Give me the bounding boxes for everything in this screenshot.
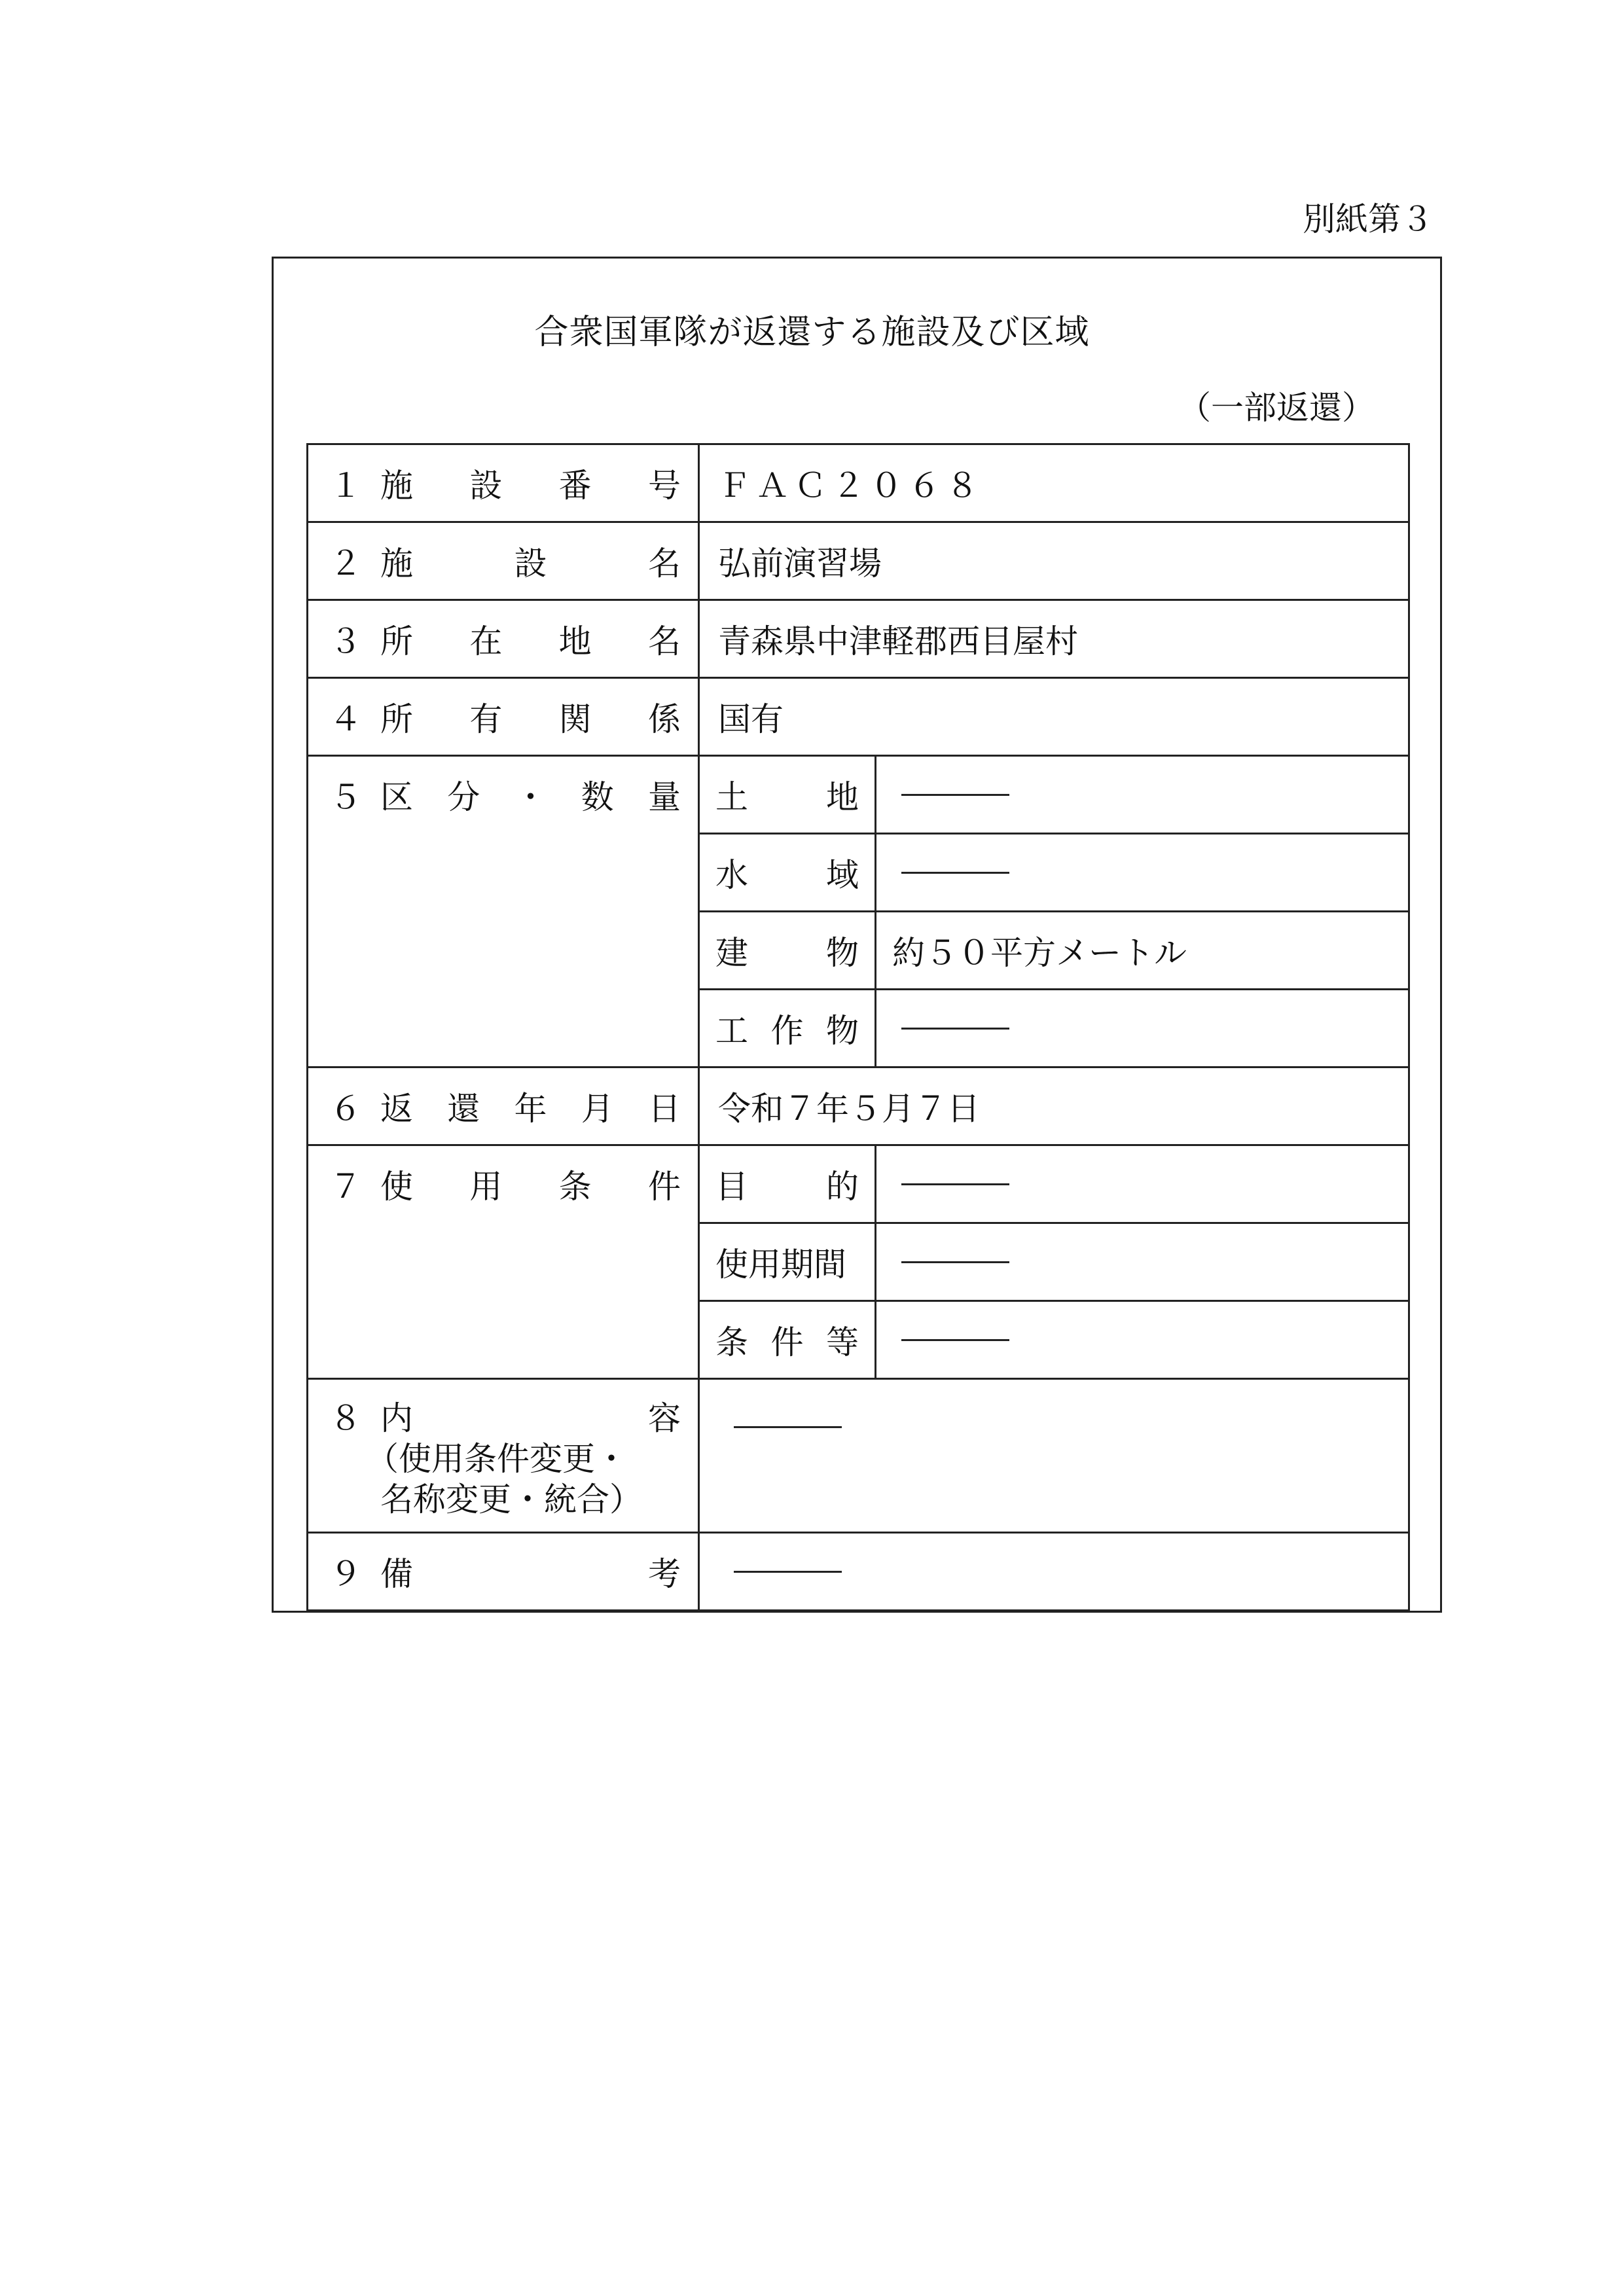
row-number: ２ xyxy=(329,545,362,583)
value-cell xyxy=(699,522,1409,600)
label-char: 在 xyxy=(469,622,503,660)
row-number: ４ xyxy=(329,700,362,738)
blank-dash xyxy=(901,872,1009,874)
label-cell xyxy=(308,1067,699,1145)
content-note-line1: （使用条件変更・ xyxy=(366,1440,628,1478)
sub-label-cell xyxy=(699,990,876,1067)
label-char: 備 xyxy=(380,1555,413,1593)
sub-value-cell xyxy=(876,990,1409,1067)
label-char: 条 xyxy=(558,1168,592,1206)
value-cell xyxy=(699,600,1409,678)
label-char: 還 xyxy=(447,1090,480,1128)
facility-table xyxy=(306,443,1410,1611)
sub-label-char: 水 xyxy=(715,856,748,894)
value-cell xyxy=(699,1379,1409,1533)
sub-label-char: 等 xyxy=(826,1323,859,1361)
label-cell xyxy=(308,444,699,522)
label-char: 有 xyxy=(469,700,503,738)
row-number: ８ xyxy=(329,1399,362,1437)
row-ownership xyxy=(308,678,1409,756)
row-number: １ xyxy=(329,467,362,505)
sub-value-cell xyxy=(876,756,1409,834)
sub-label-char: 地 xyxy=(826,778,859,816)
label-char: 月 xyxy=(581,1090,614,1128)
row-content xyxy=(308,1379,1409,1533)
label-char: 容 xyxy=(648,1399,681,1437)
sub-label-text: 使用期間 xyxy=(715,1246,846,1283)
sub-value-cell xyxy=(876,834,1409,912)
label-cell xyxy=(308,1379,699,1533)
sub-label-cell xyxy=(699,1145,876,1223)
blank-dash xyxy=(901,794,1009,796)
label-char: 設 xyxy=(469,467,503,505)
sub-label-char: 物 xyxy=(826,1012,859,1050)
sub-value-cell xyxy=(876,1145,1409,1223)
sub-label-char: 域 xyxy=(826,856,859,894)
row-number: ５ xyxy=(329,778,362,816)
label-char: 施 xyxy=(380,467,413,505)
label-char: 所 xyxy=(380,700,413,738)
row-number: ７ xyxy=(329,1168,362,1206)
sub-label-char: 建 xyxy=(715,934,748,972)
sub-label-cell xyxy=(699,834,876,912)
building-value: 約５０平方メートル xyxy=(892,934,1187,972)
label-cell xyxy=(308,756,699,1067)
label-char: ・ xyxy=(514,778,547,816)
row-facility-number xyxy=(308,444,1409,522)
row-number: ３ xyxy=(329,622,362,660)
document-reference: 別紙第３ xyxy=(1303,200,1434,238)
value-cell xyxy=(699,1533,1409,1611)
label-char: 考 xyxy=(648,1555,681,1593)
label-char: 件 xyxy=(647,1168,681,1206)
label-char: 量 xyxy=(648,778,681,816)
label-char: 分 xyxy=(447,778,480,816)
document-title: 合衆国軍隊が返還する施設及び区域 xyxy=(534,313,1090,352)
sub-label-char: 件 xyxy=(770,1323,804,1361)
value-cell xyxy=(699,1067,1409,1145)
sub-value-cell xyxy=(876,912,1409,990)
sub-label-cell xyxy=(699,1223,876,1301)
sub-label-char: 的 xyxy=(826,1168,859,1206)
content-note-line2: 名称変更・統合） xyxy=(380,1480,642,1518)
sub-value-cell xyxy=(876,1223,1409,1301)
label-char: 施 xyxy=(380,545,413,583)
sub-label-cell xyxy=(699,756,876,834)
blank-dash xyxy=(734,1426,842,1428)
label-char: 名 xyxy=(647,622,681,660)
value-cell xyxy=(699,678,1409,756)
sub-label-char: 土 xyxy=(715,778,748,816)
facility-number-value: ＦＡＣ２０６８ xyxy=(718,467,984,505)
row-location xyxy=(308,600,1409,678)
label-char: 設 xyxy=(514,545,547,583)
sub-label-char: 工 xyxy=(715,1012,748,1050)
label-char: 使 xyxy=(380,1168,413,1206)
label-cell xyxy=(308,678,699,756)
label-char: 日 xyxy=(648,1090,681,1128)
sub-label-char: 目 xyxy=(715,1168,748,1206)
label-cell xyxy=(308,1145,699,1379)
label-char: 名 xyxy=(648,545,681,583)
row-number: ６ xyxy=(329,1090,362,1128)
row-return-date xyxy=(308,1067,1409,1145)
label-cell xyxy=(308,600,699,678)
label-char: 所 xyxy=(380,622,413,660)
blank-dash xyxy=(901,1261,1009,1263)
blank-dash xyxy=(901,1183,1009,1185)
label-char: 番 xyxy=(558,467,592,505)
label-char: 区 xyxy=(380,778,413,816)
value-cell xyxy=(699,444,1409,522)
label-char: 返 xyxy=(380,1090,413,1128)
label-char: 年 xyxy=(514,1090,547,1128)
return-date-value: 令和７年５月７日 xyxy=(718,1090,980,1128)
sub-label-char: 作 xyxy=(770,1012,804,1050)
label-char: 内 xyxy=(380,1399,413,1437)
document-subtitle: （一部返還） xyxy=(1178,389,1375,427)
blank-dash xyxy=(734,1571,842,1573)
row-number: ９ xyxy=(329,1555,362,1593)
ownership-value: 国有 xyxy=(718,700,784,738)
sub-value-cell xyxy=(876,1301,1409,1379)
blank-dash xyxy=(901,1339,1009,1341)
row-use-conditions xyxy=(308,1145,1409,1223)
sub-label-cell xyxy=(699,1301,876,1379)
row-category-quantity xyxy=(308,756,1409,834)
location-value: 青森県中津軽郡西目屋村 xyxy=(718,622,1078,660)
sub-label-cell xyxy=(699,912,876,990)
label-char: 号 xyxy=(647,467,681,505)
blank-dash xyxy=(901,1028,1009,1030)
label-char: 地 xyxy=(558,622,592,660)
row-remarks xyxy=(308,1533,1409,1611)
facility-name-value: 弘前演習場 xyxy=(718,545,882,583)
label-cell xyxy=(308,1533,699,1611)
sub-label-char: 条 xyxy=(715,1323,748,1361)
label-char: 用 xyxy=(469,1168,503,1206)
row-facility-name xyxy=(308,522,1409,600)
label-char: 関 xyxy=(558,700,592,738)
sub-label-char: 物 xyxy=(826,934,859,972)
label-char: 数 xyxy=(581,778,614,816)
label-cell xyxy=(308,522,699,600)
label-char: 係 xyxy=(647,700,681,738)
